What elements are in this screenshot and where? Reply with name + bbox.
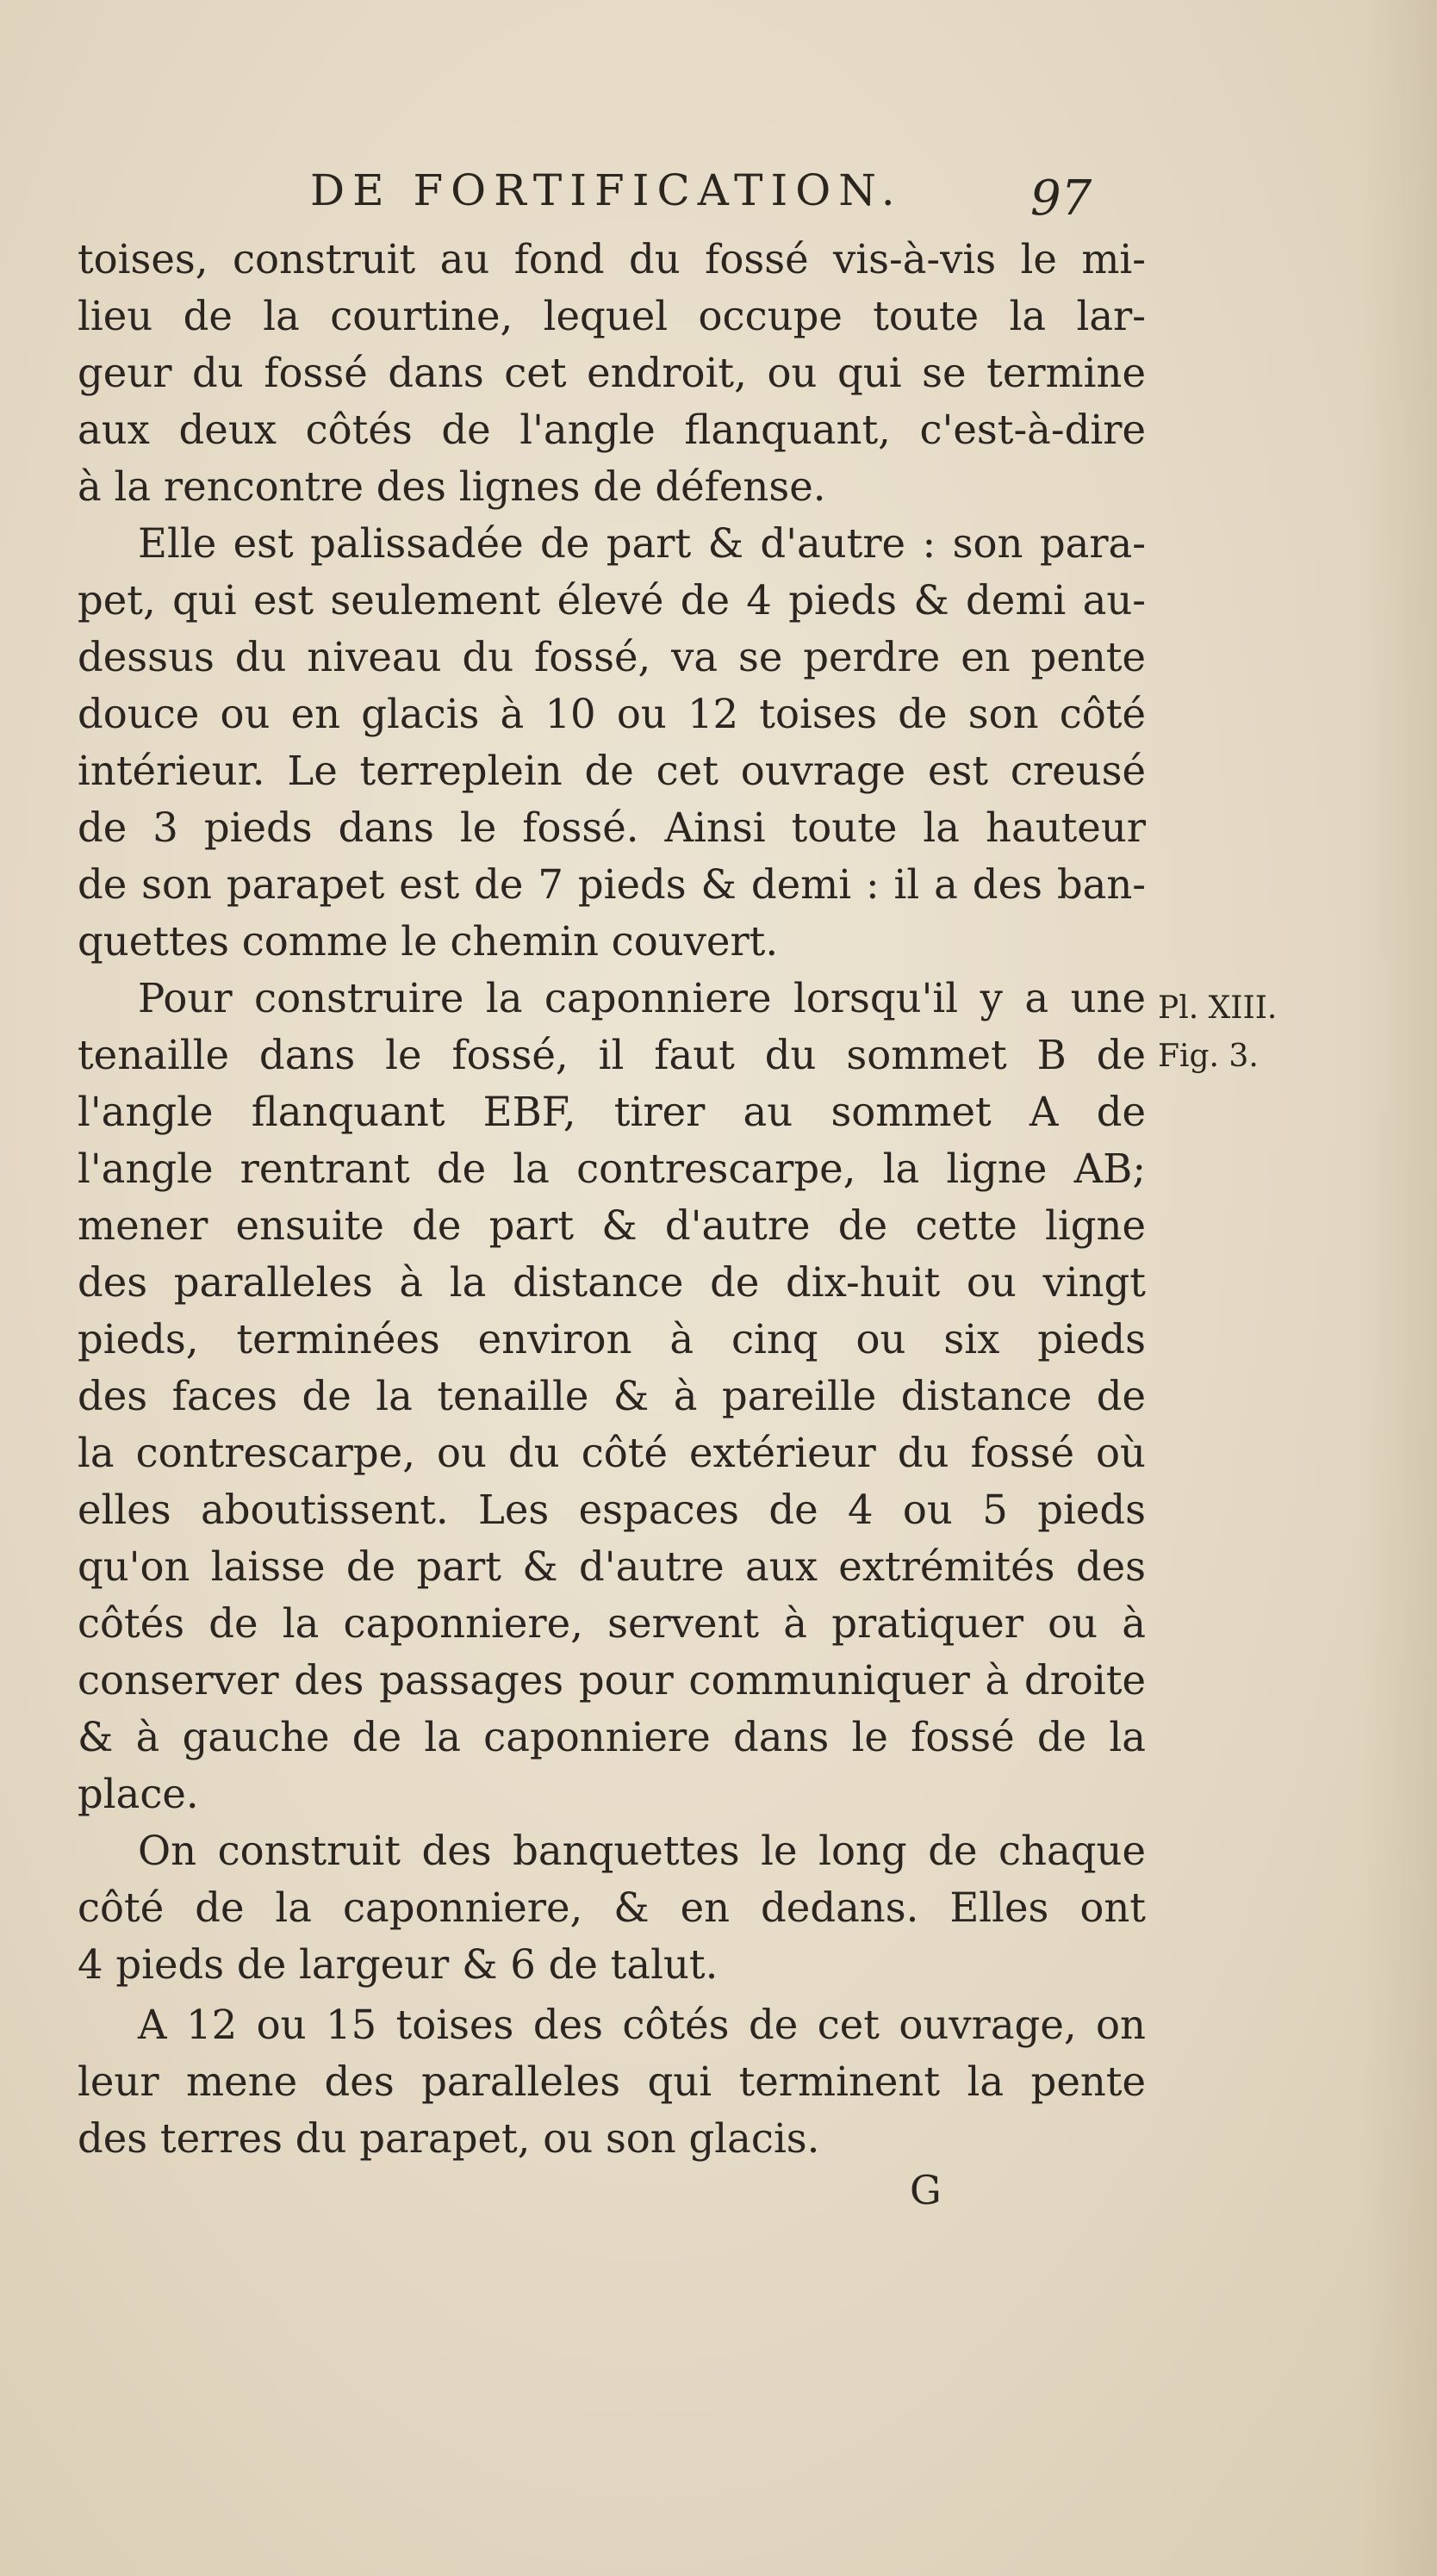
text-line: la contrescarpe, ou du côté extérieur du fossé où bbox=[78, 1430, 1146, 1476]
text-line: côté de la caponniere, & en dedans. Elles ont bbox=[78, 1884, 1146, 1931]
text-line: l'angle rentrant de la contrescarpe, la ligne AB; bbox=[78, 1145, 1146, 1192]
text-line: douce ou en glacis à 10 ou 12 toises de son côté bbox=[78, 691, 1146, 737]
text-line: qu'on laisse de part & d'autre aux extrémités des bbox=[78, 1543, 1146, 1590]
text-line: & à gauche de la caponniere dans le fossé de la bbox=[78, 1714, 1146, 1760]
text-line: des terres du parapet, ou son glacis. bbox=[78, 2115, 820, 2162]
text-line: des faces de la tenaille & à pareille distance de bbox=[78, 1373, 1146, 1419]
margin-note-figure: Fig. 3. bbox=[1158, 1039, 1259, 1074]
text-line: tenaille dans le fossé, il faut du sommet B de bbox=[78, 1032, 1146, 1078]
text-line: aux deux côtés de l'angle flanquant, c'est-à-dire bbox=[78, 407, 1146, 453]
text-line: des paralleles à la distance de dix-huit ou vingt bbox=[78, 1259, 1146, 1306]
text-line: leur mene des paralleles qui terminent la pente bbox=[78, 2058, 1146, 2105]
paragraph-start-line: A 12 ou 15 toises des côtés de cet ouvrage, on bbox=[138, 2002, 1146, 2048]
text-line: geur du fossé dans cet endroit, ou qui se termine bbox=[78, 350, 1146, 396]
text-line: 4 pieds de largeur & 6 de talut. bbox=[78, 1941, 718, 1988]
paragraph-start-line: Elle est palissadée de part & d'autre : son para- bbox=[138, 520, 1146, 567]
signature-mark: G bbox=[910, 2167, 942, 2213]
paragraph-start-line: On construit des banquettes le long de chaque bbox=[138, 1828, 1146, 1874]
text-line: à la rencontre des lignes de défense. bbox=[78, 463, 826, 510]
text-line: toises, construit au fond du fossé vis-à-vis le mi- bbox=[78, 236, 1146, 282]
text-line: pet, qui est seulement élevé de 4 pieds & demi au- bbox=[78, 577, 1146, 624]
text-line: place. bbox=[78, 1771, 199, 1817]
text-line: lieu de la courtine, lequel occupe toute la lar- bbox=[78, 293, 1146, 339]
body-text bbox=[78, 231, 1146, 2167]
text-line: intérieur. Le terreplein de cet ouvrage est creusé bbox=[78, 748, 1146, 794]
text-line: de son parapet est de 7 pieds & demi : il a des ban- bbox=[78, 861, 1146, 908]
text-line: côtés de la caponniere, servent à pratiquer ou à bbox=[78, 1600, 1146, 1647]
text-line: de 3 pieds dans le fossé. Ainsi toute la hauteur bbox=[78, 804, 1146, 851]
running-head: DE FORTIFICATION. bbox=[310, 165, 903, 215]
text-line: quettes comme le chemin couvert. bbox=[78, 918, 779, 965]
margin-note-plate: Pl. XIII. bbox=[1158, 990, 1278, 1026]
paragraph-start-line: Pour construire la caponniere lorsqu'il y a une bbox=[138, 975, 1146, 1021]
text-line: conserver des passages pour communiquer à droite bbox=[78, 1657, 1146, 1704]
text-line: dessus du niveau du fossé, va se perdre en pente bbox=[78, 634, 1146, 680]
page-number: 97 bbox=[1030, 171, 1092, 227]
text-line: elles aboutissent. Les espaces de 4 ou 5 pieds bbox=[78, 1487, 1146, 1533]
text-line: mener ensuite de part & d'autre de cette ligne bbox=[78, 1202, 1146, 1249]
text-line: pieds, terminées environ à cinq ou six pieds bbox=[78, 1316, 1146, 1362]
text-line: l'angle flanquant EBF, tirer au sommet A de bbox=[78, 1089, 1146, 1135]
